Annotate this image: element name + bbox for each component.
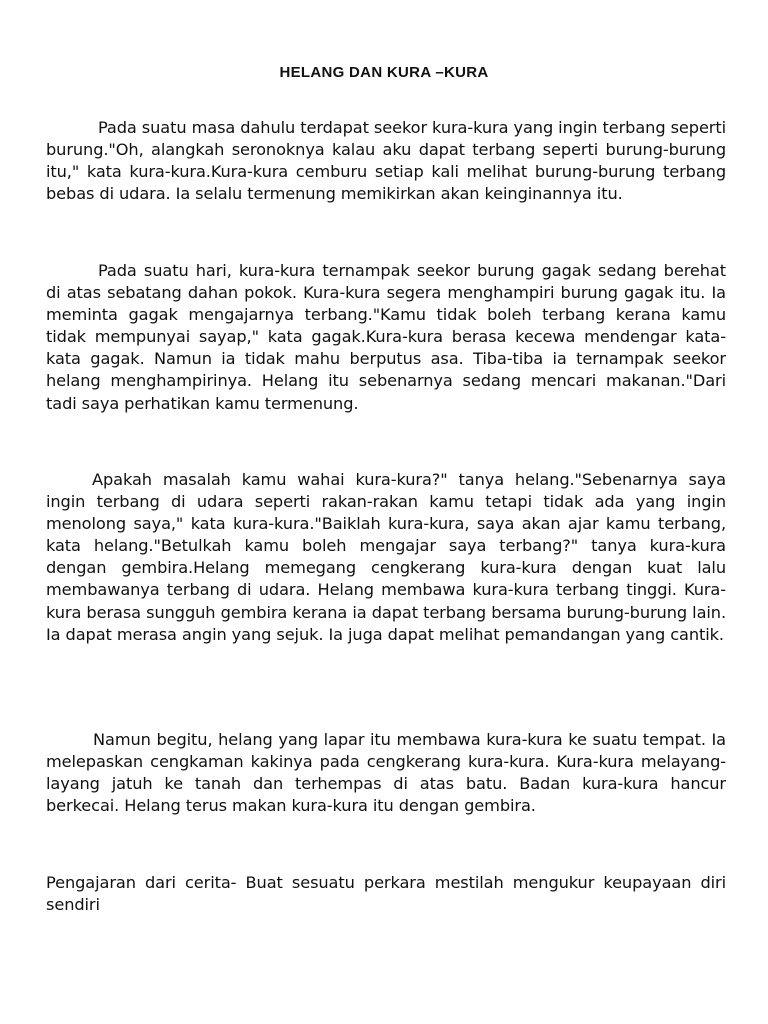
paragraph-4: Namun begitu, helang yang lapar itu membawa kura-kura ke suatu tempat. Ia melepaskan cengkaman kakinya pada cengkerang kura-kura. Kura-kura melayang-layang jatuh ke tanah dan terhempas di atas batu. Badan kura-kura hancur berkecai. Helang terus makan kura-kura itu dengan gembira. <box>46 730 726 816</box>
paragraph-3: Apakah masalah kamu wahai kura-kura?" tanya helang."Sebenarnya saya ingin terbang di udara seperti rakan-rakan kamu tetapi tidak ada yang ingin menolong saya," kata kura-kura."Baiklah kura-kura, saya akan ajar kamu terbang, kata helang."Betulkah kamu boleh mengajar saya terbang?" tanya kura-kura dengan gembira.Helang memegang cengkerang kura-kura dengan kuat lalu membawanya terbang di udara. Helang membawa kura-kura terbang tinggi. Kura-kura berasa sungguh gembira kerana ia dapat terbang bersama burung-burung lain. Ia dapat merasa angin yang sejuk. Ia juga dapat melihat pemandangan yang cantik. <box>46 470 726 644</box>
document-title: HELANG DAN KURA –KURA <box>279 64 489 81</box>
moral-paragraph: Pengajaran dari cerita- Buat sesuatu perkara mestilah mengukur keupayaan diri sendiri <box>46 873 726 915</box>
paragraph-2: Pada suatu hari, kura-kura ternampak seekor burung gagak sedang berehat di atas sebatang dahan pokok. Kura-kura segera menghampiri burung gagak itu. Ia meminta gagak mengajarnya terbang."Kamu tidak boleh terbang kerana kamu tidak mempunyai sayap," kata gagak.Kura-kura berasa kecewa mendengar kata-kata gagak. Namun ia tidak mahu berputus asa. Tiba-tiba ia ternampak seekor helang menghampirinya. Helang itu sebenarnya sedang mencari makanan."Dari tadi saya perhatikan kamu termenung. <box>46 261 726 413</box>
paragraph-1: Pada suatu masa dahulu terdapat seekor kura-kura yang ingin terbang seperti burung."Oh, alangkah seronoknya kalau aku dapat terbang seperti burung-burung itu," kata kura-kura.Kura-kura cemburu setiap kali melihat burung-burung terbang bebas di udara. Ia selalu termenung memikirkan akan keinginannya itu. <box>46 118 726 204</box>
